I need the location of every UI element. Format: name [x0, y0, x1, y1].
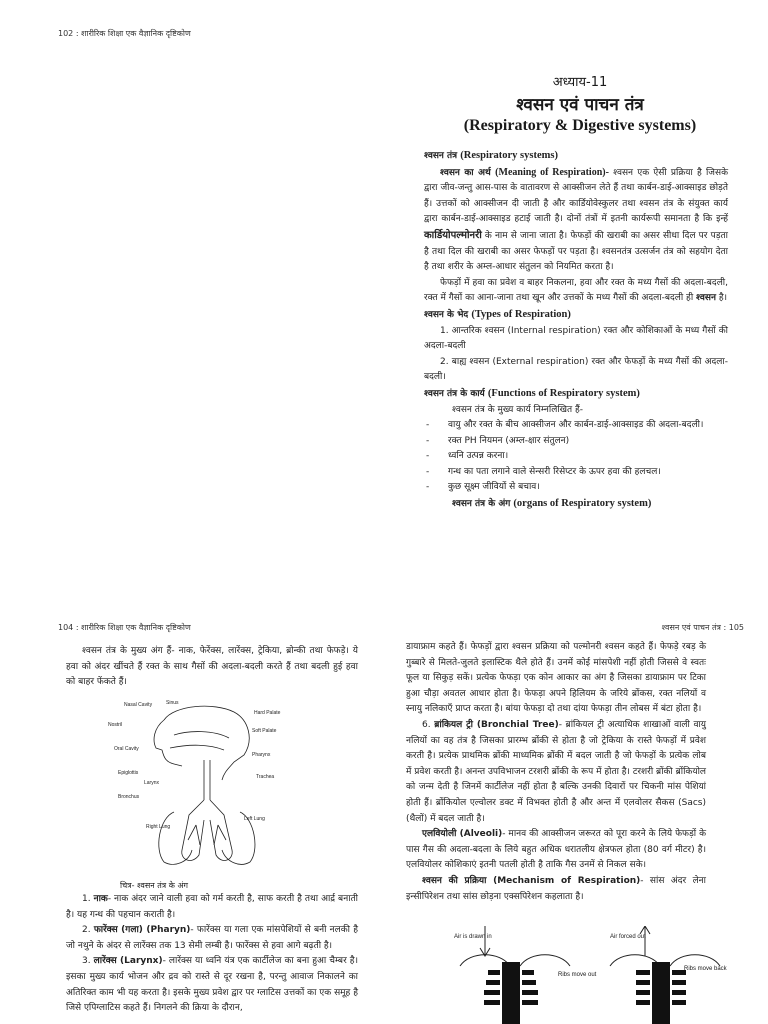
label-sinus: Sinus: [166, 700, 179, 706]
section-heading: श्वसन तंत्र (Respiratory systems): [424, 150, 558, 161]
label-nasal-cavity: Nasal Cavity: [124, 702, 153, 708]
label-ribs-move-back: Ribs move back: [684, 966, 727, 972]
breathing-mechanism-figure: [440, 926, 730, 1024]
list-item: - रक्त PH नियमन (अम्ल-क्षार संतुलन): [426, 435, 570, 446]
paragraph: श्वसन तंत्र के मुख्य अंग हैं- नाक, फेरेंक्स, लारेंक्स, ट्रेकिया, ब्रोन्की तथा फेफड़े। ये हवा को अंदर खींचते हैं रक्त के साथ गैसों की अदला-बदली करते हैं तथा बदली हुई हवा को बाहर फेंकते हैं।: [66, 646, 358, 688]
label-trachea: Trachea: [256, 774, 275, 780]
list-item: 1. आन्तरिक श्वसन (Internal respiration) रक्त और कोशिकाओं के मध्य गैसों की अदला-बदली: [424, 325, 728, 352]
label-oral-cavity: Oral Cavity: [114, 746, 139, 752]
label-pharynx: Pharynx: [252, 752, 271, 758]
paragraph: श्वसन का अर्थ (Meaning of Respiration)- श्वसन एक ऐसी प्रक्रिया है जिसके द्वारा जीव-जन्तु आस-पास के वातावरण से आक्सीजन लेते हैं तथा कार्बन-डाई-आक्साइड छोड़ते हैं। उत्तकों को आक्सीजन दी जाती है और कार्डियोवेस्कुलर तथा श्वसन तंत्र के संयुक्त कार्य द्वारा कार्बन-डाई-आक्साइड हटाई जाती है। दोनों तंत्रों में इतनी कार्यरूपी समानता है कि इन्हें कार्डियोपल्मोनरी के नाम से जाना जाता है। फेफड़ों की खराबी का असर सीधा दिल पर पड़ता है तथा दिल की खराबी का असर फेफड़ों पर पड़ता है। श्वसनतंत्र उत्सर्जन तंत्र को सहयोग देता है तथा शरीर के अम्ल-आधार संतुलन को नियमित करता है।: [424, 166, 728, 273]
label-air-forced-out: Air forced out: [610, 934, 646, 940]
section-heading: श्वसन के भेद (Types of Respiration): [424, 308, 571, 320]
page-104: [0, 600, 384, 1024]
chapter-title-hindi: श्वसन एवं पाचन तंत्र: [516, 95, 644, 115]
label-epiglottis: Epiglottis: [118, 770, 139, 776]
list-item: - ध्वनि उत्पन्न करना।: [426, 451, 509, 462]
chapter-heading: [420, 72, 740, 135]
paragraph: एलवियोली (Alveoli)- मानव की आक्सीजन जरूरत को पूरा करने के लिये फेफड़ों के पास गैस की अदला-बदला के लिये बहुत अधिक धरातलीय क्षेत्रफल होता (80 वर्ग मीटर) है। एलवियोलर कोशिकाएं इतनी पतली होती है ताकि गैस उनमें से निकल सके।: [406, 829, 706, 871]
label-ribs-move-out: Ribs move out: [558, 972, 597, 978]
list-item: - कुछ सूक्ष्म जीवियों से बचाव।: [426, 482, 540, 493]
section-heading: श्वसन तंत्र के अंग (organs of Respiratory system): [452, 498, 652, 510]
label-nostril: Nostril: [108, 722, 123, 728]
label-larynx: Larynx: [144, 780, 160, 786]
organ-list: [66, 892, 358, 1017]
paragraph: श्वसन की प्रक्रिया (Mechanism of Respiration)- सांस अंदर लेना इन्सीपिरेशन तथा सांस छोड़ना एक्सपिरेशन कहलाता है।: [406, 875, 706, 902]
running-header: 104 : शारीरिक शिक्षा एक वैज्ञानिक दृष्टिकोण: [58, 623, 191, 632]
respiratory-diagram: [104, 700, 294, 870]
list-item: - गन्ध का पता लगाने वाले सेन्सरी रिसेप्टर के ऊपर हवा की हलचल।: [426, 466, 661, 477]
list-item: - वायु और रक्त के बीच आक्सीजन और कार्बन-डाई-आक्साइड की अदला-बदली।: [426, 420, 704, 431]
respiratory-system-figure: [104, 700, 294, 870]
running-header: 102 : शारीरिक शिक्षा एक वैज्ञानिक दृष्टिकोण: [58, 29, 191, 38]
figure-caption: चित्र- श्वसन तंत्र के अंग: [120, 881, 189, 890]
label-left-lung: Left Lung: [244, 816, 265, 822]
running-header: श्वसन एवं पाचन तंत्र : 105: [661, 623, 744, 632]
main-text-column: [424, 148, 728, 513]
list-item: 2. बाह्य श्वसन (External respiration) रक्त और फेफड़ों के मध्य गैसों की अदला-बदली।: [424, 356, 728, 383]
page-105: [384, 600, 768, 1024]
main-text-column: [406, 640, 706, 905]
intro-text: [66, 644, 358, 691]
list-item: 3. लारेंक्स (Larynx)- लारेंक्स या ध्वनि यंत्र एक कार्टीलेज का बना हुआ चैम्बर है। इसका मुख्य कार्य भोजन और द्रव को रास्ते से दूर रखना है, परन्तु आवाज निकालने का अतिरिक्त काम भी यह करता है। इसके मुख्य प्रवेश द्वार पर ग्लाटिस उत्तकों का एक समूह है जिसे एपिग्लाटिस कहते हैं। निगलने की क्रिया के दौरान,: [66, 956, 358, 1014]
list-item: 1. नाक- नाक अंदर जाने वाली हवा को गर्म करती है, साफ करती है तथा आर्द्र बनाती है। यह गन्ध की पहचान कराती है।: [66, 894, 358, 920]
list-item: 6. ब्रांकियल ट्री (Bronchial Tree)- ब्रांकियल ट्री अत्याधिक शाखाओं वाली वायु नलियों का वह तंत्र है जिसका प्रारम्भ ब्रोंकी से होता है जो ट्रेकिया के रास्ते फेफड़ों में प्रवेश करती है। प्रत्येक प्राथमिक ब्रोंकी माध्यमिक ब्रोंकी में बदल जाती है जो फेफड़ों के प्रत्येक लोब में प्रवेश करती है। अनन्त उपविभाजन टरशरी ब्रोंकी के रूप में होता है। टरशरी ब्रोंकी ब्रोंकियोल को जन्म देती है जिनमें कार्टीलेज नहीं होता है बल्कि उनकी दिवारों पर चिकनी मांस पेशियां होती हैं। ब्रोंकियोल एल्वोलर डक्ट में विभक्त होती है और अन्त में एलवोलर सैकस (Sacs) (थैलों) में बदल जाती है।: [406, 719, 707, 824]
label-right-lung: Right Lung: [146, 824, 171, 830]
paragraph: श्वसन तंत्र के मुख्य कार्य निम्नलिखित हैं-: [452, 404, 584, 415]
label-hard-palate: Hard Palate: [254, 710, 281, 716]
chapter-title-english: (Respiratory & Digestive systems): [463, 117, 697, 134]
chapter-number: अध्याय-11: [552, 75, 608, 90]
label-bronchus: Bronchus: [118, 794, 140, 800]
paragraph: फेफड़ों में हवा का प्रवेश व बाहर निकलना, हवा और रक्त के मध्य गैसों की अदला-बदली, रक्त में गैसों का आना-जाना तथा खून और उत्तकों के मध्य गैसों की अदला-बदली ही श्वसन है।: [424, 277, 728, 304]
paragraph: डायाफ्राम कहते हैं। फेफड़ों द्वारा श्वसन प्रक्रिया को पल्मोनरी श्वसन कहते हैं। फेफड़े रबड़ के गुब्बारे से मिलते-जुलते इलास्टिक थैले होते हैं। उनमें कोई मांसपेशी नहीं होती जिससे वे स्वतः फूल या सिकुड़ सकें। प्रत्येक फेफड़ा एक कोन आकार का अंग है जिसका डायाफ्राम पर टिका हुआ चौड़ा अवतल आधार होता है। फेफड़ा अपने हिलियम के जरिये ब्रोंकस, रक्त नलियों व स्नायु नलिकाएँ प्राप्त करता है। बांया फेफड़ा दो तथा दांया फेफड़ा तीन लोबस में बंटा होता है।: [406, 642, 706, 715]
label-soft-palate: Soft Palate: [252, 728, 277, 734]
label-air-drawn-in: Air is drawn in: [454, 934, 492, 940]
list-item: 2. फारेंक्स (गला) (Pharyn)- फारेंक्स या गला एक मांसपेशियों से बनी नलकी है जो नथुने के अंदर से लारेंक्स तक 13 सेमी लम्बी है। फारेंक्स से हवा आगे बढ़ती है।: [66, 925, 358, 951]
section-heading: श्वसन तंत्र के कार्य (Functions of Respiratory system): [424, 387, 640, 399]
